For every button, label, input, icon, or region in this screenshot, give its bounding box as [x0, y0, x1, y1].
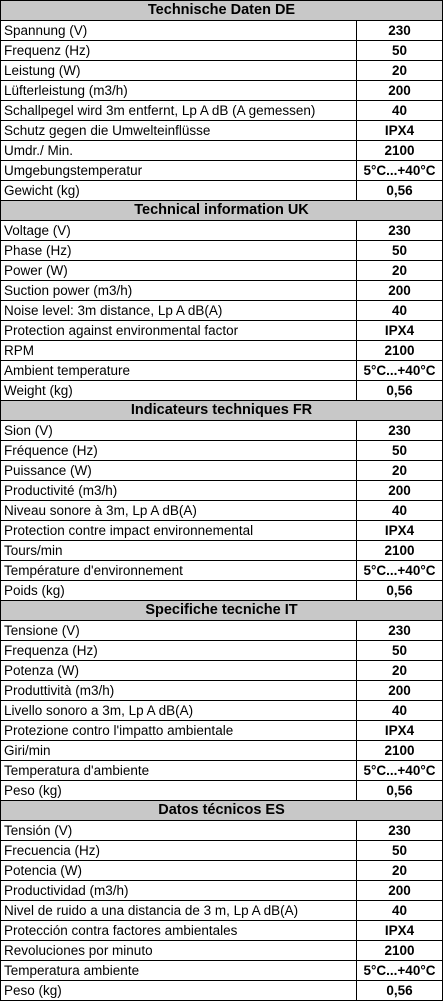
spec-label: Schutz gegen die Umwelteinflüsse — [1, 121, 357, 141]
table-row — [1, 381, 443, 401]
table-row — [1, 281, 443, 301]
spec-value: 40 — [357, 901, 443, 921]
spec-label: Giri/min — [1, 741, 357, 761]
table-row — [1, 541, 443, 561]
spec-label: Protection contre impact environnemental — [1, 521, 357, 541]
spec-label: Potencia (W) — [1, 861, 357, 881]
spec-label: Protección contra factores ambientales — [1, 921, 357, 941]
table-row — [1, 861, 443, 881]
table-row — [1, 741, 443, 761]
spec-label: Leistung (W) — [1, 61, 357, 81]
section-header-row — [1, 601, 443, 621]
spec-value: 50 — [357, 641, 443, 661]
table-row — [1, 561, 443, 581]
spec-value: 200 — [357, 81, 443, 101]
table-row — [1, 881, 443, 901]
spec-label: Tensione (V) — [1, 621, 357, 641]
table-row — [1, 821, 443, 841]
spec-value: 200 — [357, 481, 443, 501]
spec-value: 0,56 — [357, 381, 443, 401]
spec-label: Umgebungstemperatur — [1, 161, 357, 181]
section-title: Technische Daten DE — [1, 1, 443, 21]
spec-value: 0,56 — [357, 781, 443, 801]
table-row — [1, 461, 443, 481]
table-row — [1, 421, 443, 441]
spec-value: 230 — [357, 621, 443, 641]
table-row — [1, 441, 443, 461]
section-header-row — [1, 201, 443, 221]
spec-value: 2100 — [357, 941, 443, 961]
section-title: Indicateurs techniques FR — [1, 401, 443, 421]
table-row — [1, 221, 443, 241]
spec-label: Poids (kg) — [1, 581, 357, 601]
table-row — [1, 781, 443, 801]
spec-label: Frequenz (Hz) — [1, 41, 357, 61]
table-row — [1, 661, 443, 681]
spec-value: 5°C...+40°C — [357, 161, 443, 181]
spec-value: 200 — [357, 881, 443, 901]
table-row — [1, 621, 443, 641]
spec-value: 50 — [357, 841, 443, 861]
spec-value: 230 — [357, 821, 443, 841]
spec-label: Livello sonoro a 3m, Lp A dB(A) — [1, 701, 357, 721]
table-row — [1, 581, 443, 601]
section-header-row — [1, 1, 443, 21]
spec-label: Revoluciones por minuto — [1, 941, 357, 961]
table-row — [1, 181, 443, 201]
spec-value: 0,56 — [357, 181, 443, 201]
table-row — [1, 681, 443, 701]
table-row — [1, 721, 443, 741]
spec-value: 50 — [357, 241, 443, 261]
spec-label: Productividad (m3/h) — [1, 881, 357, 901]
spec-value: 20 — [357, 461, 443, 481]
spec-value: 230 — [357, 421, 443, 441]
spec-label: Suction power (m3/h) — [1, 281, 357, 301]
spec-value: 2100 — [357, 141, 443, 161]
table-row — [1, 61, 443, 81]
table-row — [1, 101, 443, 121]
spec-label: Schallpegel wird 3m entfernt, Lp A dB (A gemessen) — [1, 101, 357, 121]
spec-label: Niveau sonore à 3m, Lp A dB(A) — [1, 501, 357, 521]
spec-value: 40 — [357, 101, 443, 121]
table-row — [1, 121, 443, 141]
table-row — [1, 981, 443, 1001]
spec-label: Spannung (V) — [1, 21, 357, 41]
spec-value: 40 — [357, 501, 443, 521]
spec-label: Voltage (V) — [1, 221, 357, 241]
table-row — [1, 941, 443, 961]
spec-label: Phase (Hz) — [1, 241, 357, 261]
spec-value: 200 — [357, 281, 443, 301]
table-row — [1, 361, 443, 381]
section-title: Technical information UK — [1, 201, 443, 221]
spec-label: Gewicht (kg) — [1, 181, 357, 201]
spec-label: Weight (kg) — [1, 381, 357, 401]
table-row — [1, 141, 443, 161]
table-row — [1, 261, 443, 281]
spec-value: IPX4 — [357, 721, 443, 741]
spec-label: Temperatura d'ambiente — [1, 761, 357, 781]
spec-label: Potenza (W) — [1, 661, 357, 681]
spec-label: Peso (kg) — [1, 781, 357, 801]
spec-label: Température d'environnement — [1, 561, 357, 581]
spec-label: Protection against environmental factor — [1, 321, 357, 341]
table-row — [1, 501, 443, 521]
table-row — [1, 921, 443, 941]
spec-label: Peso (kg) — [1, 981, 357, 1001]
section-title: Specifiche tecniche IT — [1, 601, 443, 621]
spec-label: Temperatura ambiente — [1, 961, 357, 981]
spec-label: RPM — [1, 341, 357, 361]
spec-value: 20 — [357, 661, 443, 681]
table-row — [1, 41, 443, 61]
section-header-row — [1, 401, 443, 421]
spec-value: 5°C...+40°C — [357, 361, 443, 381]
spec-value: IPX4 — [357, 121, 443, 141]
spec-value: 5°C...+40°C — [357, 761, 443, 781]
spec-value: 20 — [357, 861, 443, 881]
spec-label: Tours/min — [1, 541, 357, 561]
spec-label: Noise level: 3m distance, Lp A dB(A) — [1, 301, 357, 321]
spec-value: 5°C...+40°C — [357, 561, 443, 581]
spec-value: 40 — [357, 701, 443, 721]
table-row — [1, 761, 443, 781]
spec-label: Sion (V) — [1, 421, 357, 441]
table-row — [1, 961, 443, 981]
spec-value: 20 — [357, 61, 443, 81]
spec-value: IPX4 — [357, 921, 443, 941]
spec-value: 230 — [357, 21, 443, 41]
spec-value: 200 — [357, 681, 443, 701]
table-row — [1, 241, 443, 261]
table-row — [1, 901, 443, 921]
spec-label: Lüfterleistung (m3/h) — [1, 81, 357, 101]
spec-label: Fréquence (Hz) — [1, 441, 357, 461]
section-title: Datos técnicos ES — [1, 801, 443, 821]
spec-value: 5°C...+40°C — [357, 961, 443, 981]
spec-label: Productivité (m3/h) — [1, 481, 357, 501]
table-row — [1, 21, 443, 41]
spec-label: Power (W) — [1, 261, 357, 281]
table-row — [1, 161, 443, 181]
spec-label: Nivel de ruido a una distancia de 3 m, Lp A dB(A) — [1, 901, 357, 921]
section-header-row — [1, 801, 443, 821]
table-row — [1, 641, 443, 661]
spec-label: Tensión (V) — [1, 821, 357, 841]
spec-table-body — [1, 1, 443, 1001]
spec-label: Umdr./ Min. — [1, 141, 357, 161]
spec-value: 0,56 — [357, 581, 443, 601]
spec-value: 50 — [357, 41, 443, 61]
table-row — [1, 841, 443, 861]
spec-label: Puissance (W) — [1, 461, 357, 481]
spec-value: 230 — [357, 221, 443, 241]
spec-label: Frecuencia (Hz) — [1, 841, 357, 861]
spec-label: Ambient temperature — [1, 361, 357, 381]
spec-value: 2100 — [357, 741, 443, 761]
spec-value: IPX4 — [357, 321, 443, 341]
table-row — [1, 521, 443, 541]
table-row — [1, 321, 443, 341]
spec-label: Protezione contro l'impatto ambientale — [1, 721, 357, 741]
spec-value: 2100 — [357, 541, 443, 561]
spec-label: Frequenza (Hz) — [1, 641, 357, 661]
spec-value: 20 — [357, 261, 443, 281]
spec-value: 0,56 — [357, 981, 443, 1001]
table-row — [1, 701, 443, 721]
spec-value: 2100 — [357, 341, 443, 361]
table-row — [1, 301, 443, 321]
table-row — [1, 341, 443, 361]
table-row — [1, 481, 443, 501]
table-row — [1, 81, 443, 101]
spec-value: 40 — [357, 301, 443, 321]
spec-value: IPX4 — [357, 521, 443, 541]
spec-label: Produttività (m3/h) — [1, 681, 357, 701]
spec-value: 50 — [357, 441, 443, 461]
